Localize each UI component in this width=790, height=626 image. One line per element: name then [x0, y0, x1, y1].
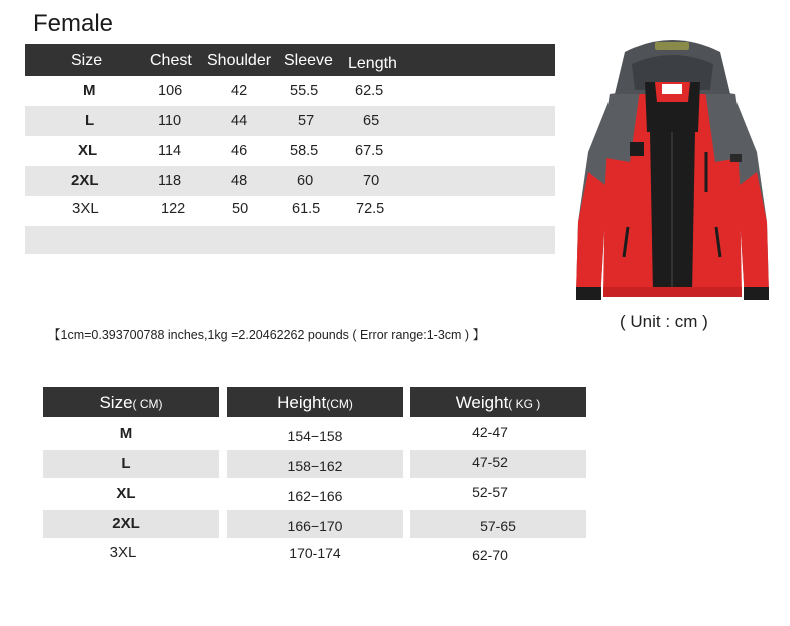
page-title: Female — [33, 10, 114, 37]
fit-cell-height: 158−162 — [287, 458, 343, 474]
fit-header-size-label: Size — [99, 393, 133, 412]
fit-cell-height: 162−166 — [287, 488, 343, 504]
cell-chest: 122 — [161, 201, 186, 217]
fit-cell-height: 170-174 — [289, 545, 341, 561]
fit-cell-weight: 42-47 — [472, 424, 508, 440]
fit-cell-weight: 52-57 — [472, 484, 508, 500]
table-row-empty — [25, 226, 555, 254]
table-row — [0, 420, 790, 448]
cell-length: 65 — [363, 113, 380, 129]
fit-cell-size: XL — [116, 485, 136, 502]
fit-cell-height: 166−170 — [287, 518, 343, 534]
cell-shoulder: 44 — [231, 113, 248, 129]
fit-header-weight-unit: ( KG ) — [508, 397, 541, 411]
table-row — [25, 194, 555, 224]
size-table-header — [25, 44, 555, 76]
cell-sleeve: 60 — [297, 173, 314, 189]
fit-header-weight — [410, 387, 586, 417]
fit-cell-size: 2XL — [112, 515, 140, 532]
table-row — [25, 106, 555, 136]
cell-size: XL — [78, 142, 98, 159]
cell-sleeve: 57 — [298, 113, 315, 129]
conversion-note: 【1cm=0.393700788 inches,1kg =2.20462262 pounds ( Error range:1-3cm ) 】 — [48, 328, 486, 342]
cell-chest: 114 — [158, 143, 182, 159]
table-row — [0, 539, 790, 567]
cell-size: 2XL — [71, 172, 99, 189]
table-row — [25, 166, 555, 196]
fit-header-weight-label: Weight — [455, 393, 509, 412]
table-row — [25, 76, 555, 106]
cell-length: 62.5 — [355, 83, 384, 99]
cell-size: 3XL — [72, 200, 99, 217]
header-sleeve: Sleeve — [284, 52, 333, 69]
fit-cell-weight: 62-70 — [472, 547, 508, 563]
cell-sleeve: 58.5 — [290, 143, 319, 159]
header-chest: Chest — [150, 52, 192, 69]
cell-length: 72.5 — [356, 201, 385, 217]
cell-chest: 106 — [158, 83, 183, 99]
fit-header-height-label: Height — [277, 393, 327, 412]
cell-sleeve: 55.5 — [290, 83, 319, 99]
cell-size: M — [83, 82, 96, 99]
fit-cell-weight: 57-65 — [480, 518, 516, 534]
jacket-illustration-icon — [576, 40, 769, 300]
cell-chest: 110 — [158, 113, 182, 129]
fit-header-size-unit: ( CM) — [132, 397, 163, 411]
fit-header-height-unit: (CM) — [326, 397, 353, 411]
table-row — [0, 510, 790, 538]
fit-cell-size: M — [119, 425, 133, 442]
header-shoulder: Shoulder — [207, 52, 272, 69]
header-size: Size — [71, 52, 103, 69]
fit-header-size — [43, 387, 219, 417]
cell-shoulder: 48 — [231, 173, 248, 189]
table-row — [0, 450, 790, 478]
cell-length: 67.5 — [355, 143, 384, 159]
header-length: Length — [348, 55, 397, 72]
jacket-image — [570, 32, 775, 307]
fit-header-height — [227, 387, 403, 417]
cell-sleeve: 61.5 — [292, 201, 321, 217]
cell-shoulder: 46 — [231, 143, 248, 159]
cell-chest: 118 — [158, 173, 182, 189]
cell-shoulder: 42 — [231, 83, 248, 99]
unit-label: ( Unit : cm ) — [620, 312, 708, 331]
table-row — [0, 480, 790, 508]
fit-cell-weight: 47-52 — [472, 454, 508, 470]
fit-cell-size: 3XL — [109, 544, 137, 561]
cell-length: 70 — [363, 173, 380, 189]
fit-cell-height: 154−158 — [287, 428, 343, 444]
cell-shoulder: 50 — [232, 201, 249, 217]
fit-cell-size: L — [121, 455, 131, 472]
cell-size: L — [85, 112, 95, 129]
table-row — [25, 136, 555, 166]
